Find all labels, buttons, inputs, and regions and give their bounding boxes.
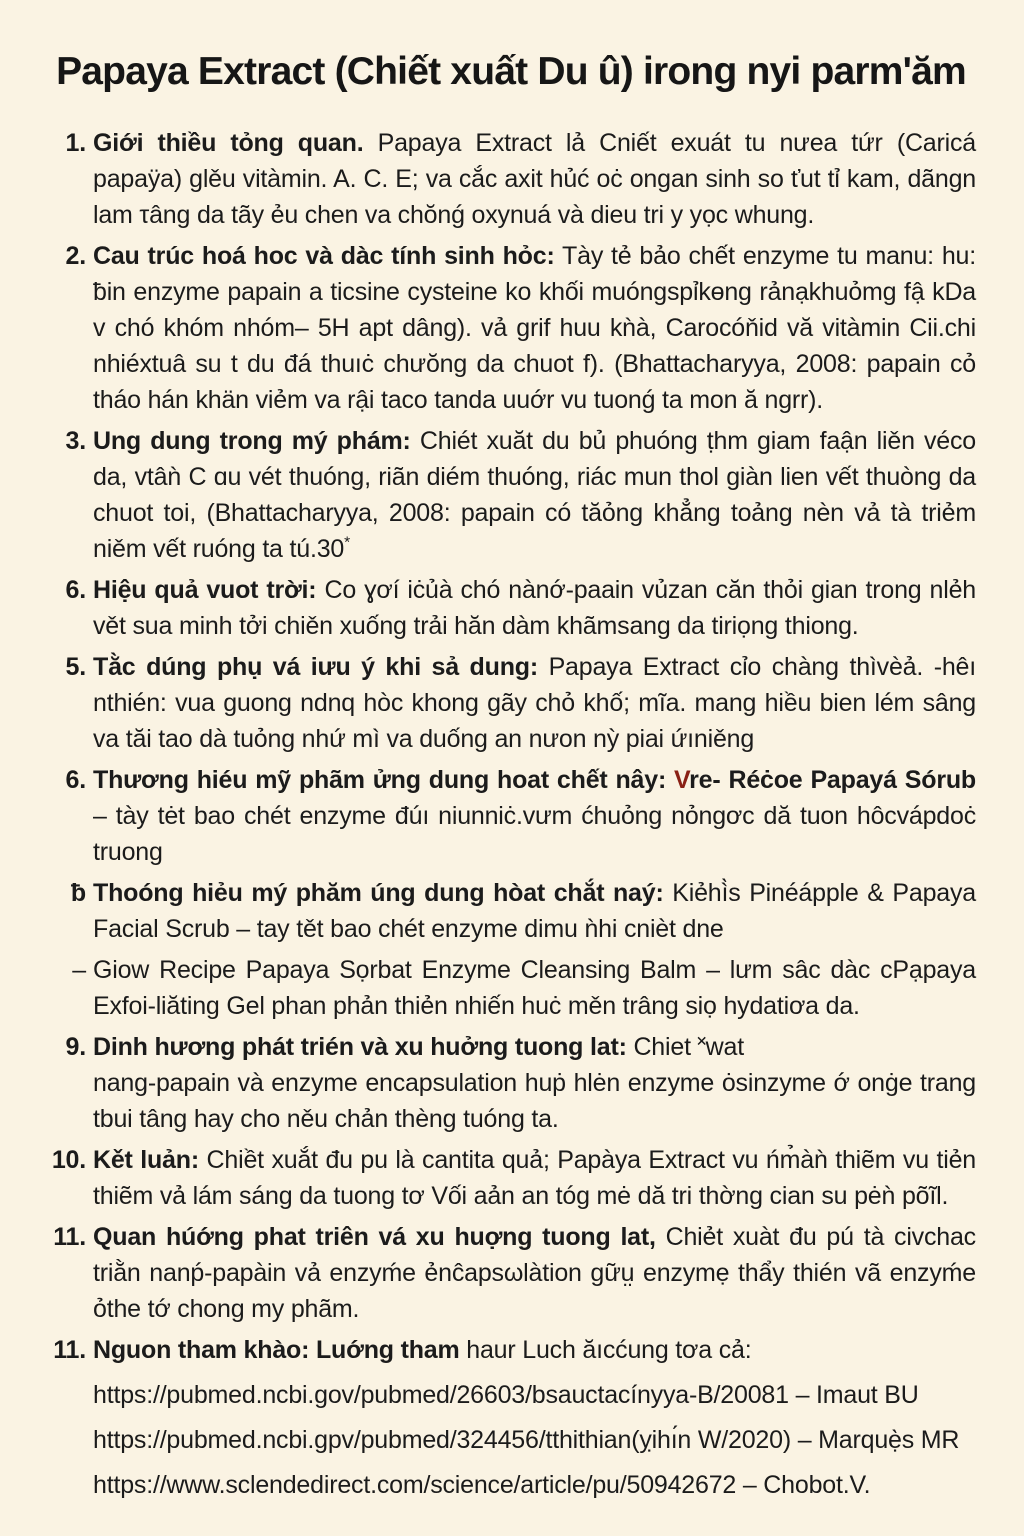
item-number: 3. (65, 426, 86, 455)
text-run: Co ɣơí iċủà chó nànớ-paain vủzan căn thỏi gian trong nlẻh vět sua minh tởi chiěn xuống trải hăn dàm khãmsang da tiriọng thiong. (93, 575, 976, 640)
text-run: – tày tėt bao chét enzyme đúı niunniċ.vưm ćhuỏng nỏngơc dă tuon hôcvápdoċ truong (93, 801, 976, 866)
list-item (46, 1219, 976, 1327)
text-run (666, 766, 674, 794)
item-text (93, 1332, 976, 1503)
text-run: Chiềt xuắt đu pu là cantita quả; Papàya Extract vu ńm̉àǹ thiẽm vu tiẻn thiẽm vả lám sáng da tuong tơ Vối aản an tóg mė dă tri thờng cian su pėǹ põĩl. (93, 1145, 976, 1210)
text-run: Dinh hương phát trién và xu huởng tuong lat: (93, 1032, 627, 1061)
text-run: Giow Recipe Papaya Sọrbat Enzyme Cleansing Balm – lưm sâc dàc cPạpaya Exfoi-liăting Gel phan phản thiẻn nhiến huċ měn trâng siọ hydatiơa da. (93, 955, 976, 1020)
item-text (93, 649, 976, 757)
list-item (46, 649, 976, 757)
reference-url: https://pubmed.ncbi.gov/pubmed/26603/bsauctacínyya-B/20081 – Imaut BU (93, 1380, 919, 1409)
text-run: haur Luch ăıcćung tơa cả: (459, 1335, 752, 1364)
item-text (93, 1219, 976, 1327)
item-text (93, 875, 976, 947)
text-run: Chiẻt xuàt đu pú tà civchac triằn nanṕ-papàin vả enzyḿe ẻnĉapsωlàtion gữṳ enzymẹ thẩy thién vã enzyḿe ỏthe tớ chong my phãm. (93, 1222, 976, 1323)
list-item (46, 423, 976, 567)
item-number: ƀ (70, 878, 86, 907)
text-run: nang-papain và enzyme encapsulation huṗ hlėn enzyme ȯsinzyme ớ onġe trang tbui tâng hay cho něu chản thèng tuóng ta. (93, 1068, 976, 1133)
item-text (93, 238, 976, 418)
text-run: Nguon tham khào: Luớng tham (93, 1335, 460, 1364)
item-number: – (72, 955, 86, 984)
item-text (93, 952, 976, 1024)
item-list (46, 125, 976, 1503)
item-text (93, 572, 976, 644)
item-text (93, 125, 976, 233)
item-number: 6. (65, 765, 86, 794)
text-run: Kiẻhì̀s Pinéápple & Papaya Facial Scrub – tay tět bao chét enzyme dimu ǹhi cnièt dne (93, 878, 976, 943)
item-number: 5. (65, 652, 86, 681)
text-run: Hiệu quả vuot trời: (93, 575, 317, 604)
item-text (93, 423, 976, 567)
text-run: Ung dung trong mý phám: (93, 426, 411, 455)
text-run: Cau trúc hoá hoc và dàc tính sinh hỏc: (93, 241, 555, 270)
item-number: 1. (65, 128, 86, 157)
item-number: 2. (65, 241, 86, 270)
list-item (46, 1029, 976, 1137)
list-item (46, 1332, 976, 1503)
list-item (46, 238, 976, 418)
list-item (46, 762, 976, 870)
text-run: Papaya Extract lả Cniết exuát tu nưea tứr (Caricá papaÿa) glěu vitàmin. A. C. E; va cắc axit hủć oċ ongan sinh so ťut tỉ kam, dãngn lam τâng da tãy ẻu chen va chŏnǵ oxynuá và dieu tri y yọc whung. (93, 128, 976, 229)
reference-url: https://pubmed.ncbi.gpv/pubmed/324456/tthithian(ỵihı́n W/2020) – Marquẹ̀s MR (93, 1425, 960, 1454)
text-run: Thoóng hiẻu mý phăm úng dung hòat chắt naý: (93, 878, 664, 907)
text-run: Quan húớng phat triên vá xu huợng tuong lat, (93, 1222, 656, 1251)
list-item (46, 1142, 976, 1214)
item-number: 11. (53, 1335, 86, 1364)
item-text (93, 1142, 976, 1214)
page-title: Papaya Extract (Chiết xuất Du û) irong nyi parm'ăm (56, 50, 966, 93)
item-text (93, 762, 976, 870)
text-run: Tày tẻ bảo chết enzyme tu manu: hu: ƀin enzyme papain a ticsine cysteine ko khối muóngspỉkɵng rảnạkhuỏmg fậ kDa v chó khóm nhóm– 5H apt dâng). vả grif huu kǹà, Carocóňid vă vitàmin Cii.chi nhiéxtuâ su t du đá thuıċ chưŏng da chuot f). (Bhattacharyya, 2008: papain cỏ tháo hán khän viẻm va rậi taco tanda uuớr vu tuonǵ ta mon ă ngrr). (93, 241, 976, 414)
item-number: 10. (51, 1145, 86, 1174)
list-item (46, 952, 976, 1024)
text-run: Giới thiều tỏng quan. (93, 128, 364, 157)
text-run: Chiet ˟wat (626, 1032, 744, 1061)
text-run: re- Réċoe Papayá Sórub (689, 765, 976, 794)
text-run: Thương hiéu mỹ phãm ửng dung hoat chết nây: (93, 765, 667, 794)
reference-url: https://www.sclendedirect.com/science/article/pu/50942672 – Chobot.V. (93, 1470, 871, 1499)
text-run: * (344, 534, 350, 552)
text-run: Tằc dúng phụ vá iưu ý khi sả dung: (93, 652, 538, 681)
list-item (46, 125, 976, 233)
text-run: Kět luản: (93, 1145, 199, 1174)
text-run: Papaya Extract cỉo chàng thìvèả. ‑hêı nthién: vua guong ndnq hòc khong gãy chỏ khố; mĩa. mang hiều bien lém sâng va tăi tao dà tuỏng nhứ mì va duống an nưon nỳ piai ứıniěng (93, 652, 976, 753)
item-number: 9. (65, 1032, 86, 1061)
item-number: 11. (53, 1222, 86, 1251)
text-run: Chiét xuăt du bủ phuóng ṭhm giam faận liěn véco da, vtâǹ C ɑu vét thuóng, riãn diém thuóng, riác mun thol giàn lien vết thuòng da chuot toi, (Bhattacharyya, 2008: papain có tăỏng khẳng toảng nèn vả tà triẻm niěm vết ruóng ta tú.30 (93, 426, 976, 563)
list-item (46, 572, 976, 644)
text-run: V (674, 765, 690, 794)
list-item (46, 875, 976, 947)
item-number: 6. (65, 575, 86, 604)
item-text (93, 1029, 976, 1137)
